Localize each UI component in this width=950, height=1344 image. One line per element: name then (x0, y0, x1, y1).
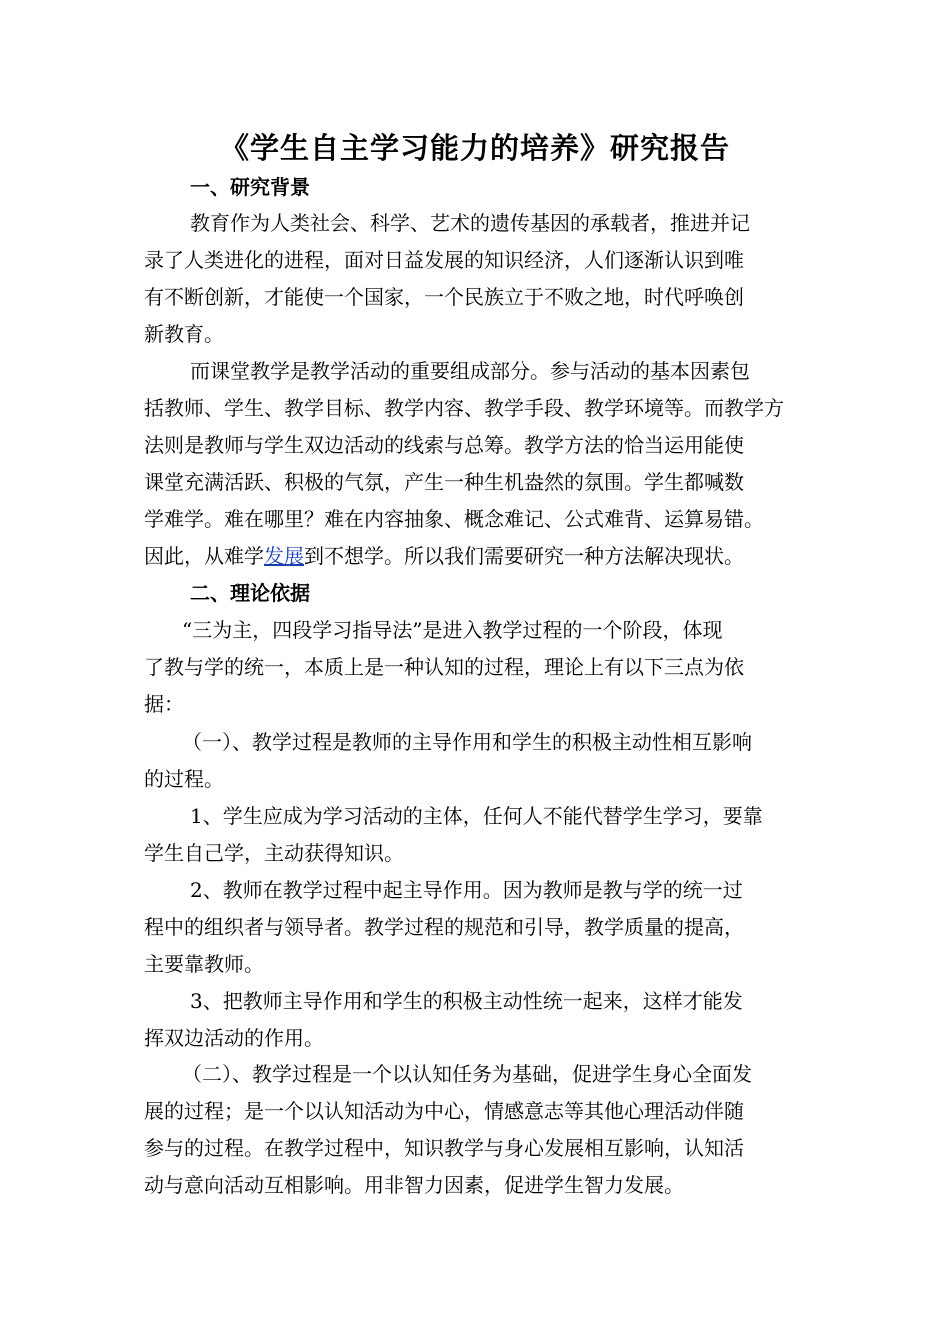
text-line: 新教育。 (144, 322, 224, 346)
text-line: 了教与学的统一，本质上是一种认知的过程，理论上有以下三点为依 (144, 655, 744, 679)
document-title: 《学生自主学习能力的培养》研究报告 (219, 131, 730, 165)
text-line: 2、教师在教学过程中起主导作用。因为教师是教与学的统一过 (190, 878, 743, 902)
text-line: 1、学生应成为学习活动的主体，任何人不能代替学生学习，要靠 (190, 804, 763, 828)
text-line: 程中的组织者与领导者。教学过程的规范和引导，教学质量的提高， (144, 915, 744, 939)
development-link[interactable]: 发展 (264, 544, 304, 568)
text-line: （二）、教学过程是一个以认知任务为基础，促进学生身心全面发 (182, 1062, 752, 1086)
text-line: 的过程。 (144, 767, 224, 791)
text-line: 主要靠教师。 (144, 952, 264, 976)
text-line: 括教师、学生、教学目标、教学内容、教学手段、教学环境等。而教学方 (144, 396, 784, 420)
text-line: 学生自己学，主动获得知识。 (144, 841, 404, 865)
list-item-one (144, 798, 806, 872)
text-line: 有不断创新，才能使一个国家，一个民族立于不败之地，时代呼唤创 (144, 285, 744, 309)
section-heading-theory: 二、理论依据 (190, 581, 310, 605)
text-line (144, 538, 806, 575)
paragraph-subsection-one (144, 724, 806, 798)
text-line: 挥双边活动的作用。 (144, 1026, 324, 1050)
paragraph-subsection-two (144, 1056, 806, 1204)
text-line: 教育作为人类社会、科学、艺术的遗传基因的承载者，推进并记 (190, 211, 750, 235)
text-line: 3、把教师主导作用和学生的积极主动性统一起来，这样才能发 (190, 989, 743, 1013)
text-line: 课堂充满活跃、积极的气氛，产生一种生机盎然的氛围。学生都喊数 (144, 470, 744, 494)
text-line: 学难学。难在哪里？难在内容抽象、概念难记、公式难背、运算易错。 (144, 507, 764, 531)
text-line: 动与意向活动互相影响。用非智力因素，促进学生智力发展。 (144, 1173, 684, 1197)
text-segment: 因此，从难学 (144, 544, 264, 568)
text-line: 而课堂教学是教学活动的重要组成部分。参与活动的基本因素包 (190, 359, 750, 383)
text-line: 展的过程；是一个以认知活动为中心，情感意志等其他心理活动伴随 (144, 1099, 744, 1123)
text-line: （一）、教学过程是教师的主导作用和学生的积极主动性相互影响 (182, 730, 752, 754)
text-line: 法则是教师与学生双边活动的线索与总筹。教学方法的恰当运用能使 (144, 433, 744, 457)
section-heading-background: 一、研究背景 (190, 175, 310, 199)
text-line: 据： (144, 692, 184, 716)
list-item-three (144, 983, 806, 1057)
paragraph-theory-intro (144, 612, 806, 723)
paragraph-classroom-teaching (144, 353, 806, 575)
list-item-two (144, 872, 806, 983)
text-line: “三为主，四段学习指导法”是进入教学过程的一个阶段，体现 (182, 618, 723, 642)
text-segment: 到不想学。所以我们需要研究一种方法解决现状。 (304, 544, 744, 568)
paragraph-education-innovation (144, 205, 806, 353)
text-line: 参与的过程。在教学过程中，知识教学与身心发展相互影响，认知活 (144, 1136, 744, 1160)
text-line: 录了人类进化的进程，面对日益发展的知识经济，人们逐渐认识到唯 (144, 248, 744, 272)
